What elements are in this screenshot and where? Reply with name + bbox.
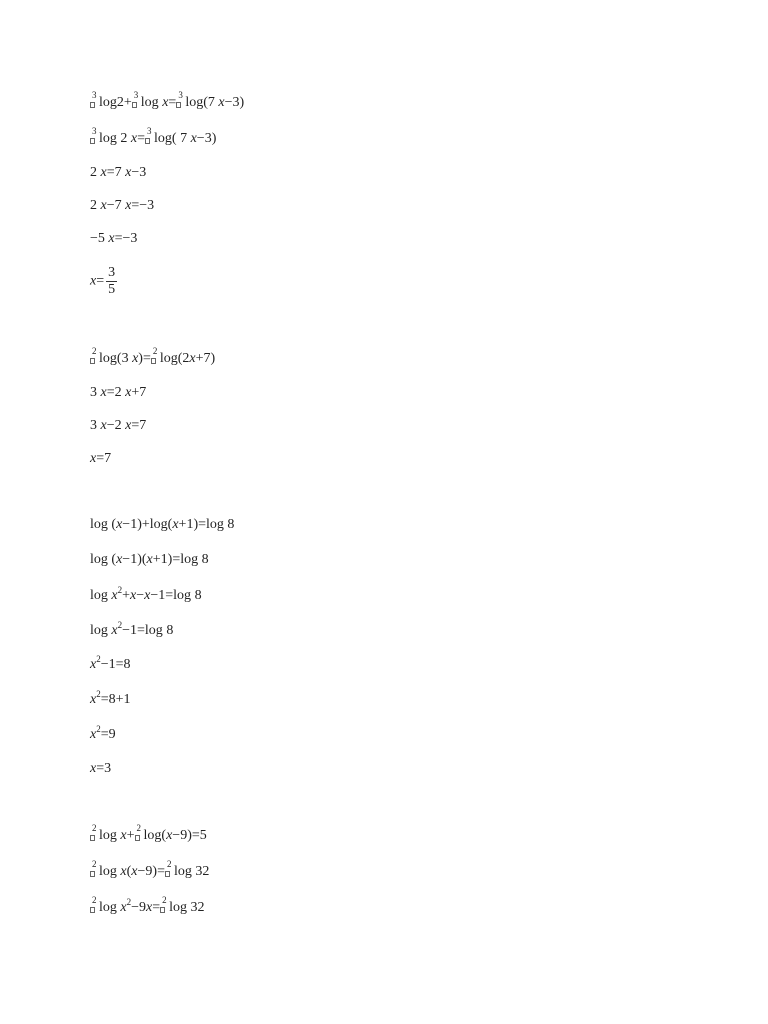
equation-line: 2 log x+ 2 log(x−9)=5 bbox=[92, 823, 207, 843]
placeholder-box-icon bbox=[90, 907, 95, 913]
equation-line: 3 x−2 x=7 bbox=[90, 418, 147, 433]
equation-line: log (x−1)(x+1)=log 8 bbox=[90, 552, 209, 567]
placeholder-box-icon bbox=[90, 102, 95, 108]
equation-line: 2 x−7 x=−3 bbox=[90, 198, 155, 213]
equation-line: 2 log(3 x)= 2 log(2x+7) bbox=[92, 346, 216, 366]
equation-line: 3 x=2 x+7 bbox=[90, 385, 147, 400]
placeholder-box-icon bbox=[165, 871, 170, 877]
log-base-prefix: 2 bbox=[90, 864, 98, 878]
equation-line: 3 log2+ 3 log x= 3 log(7 x−3) bbox=[92, 90, 245, 110]
placeholder-box-icon bbox=[90, 138, 95, 144]
placeholder-box-icon bbox=[135, 835, 140, 841]
log-base-prefix: 2 bbox=[90, 900, 98, 914]
placeholder-box-icon bbox=[160, 907, 165, 913]
log-base-prefix: 3 bbox=[176, 95, 184, 109]
equation-line: x= $\frac{3}{5}$ bbox=[90, 265, 116, 297]
equation-line: x=7 bbox=[90, 451, 112, 466]
log-base-prefix: 3 bbox=[145, 131, 153, 145]
equation-line: $x^2=9$ bbox=[90, 724, 116, 742]
equation-line: $\log x^2+x-x-1=\log$ 8 bbox=[90, 585, 202, 603]
equation-line: x=3 bbox=[90, 761, 112, 776]
log-base-prefix: 2 bbox=[160, 900, 168, 914]
log-base-prefix: 2 bbox=[90, 351, 98, 365]
equation-line: 3 log 2 x= 3 log( 7 x−3) bbox=[92, 126, 217, 146]
equation-line: −5 x=−3 bbox=[90, 231, 138, 246]
placeholder-box-icon bbox=[132, 102, 137, 108]
placeholder-box-icon bbox=[90, 358, 95, 364]
equation-line: $x^2-1=8$ bbox=[90, 654, 131, 672]
log-base-prefix: 3 bbox=[90, 95, 98, 109]
placeholder-box-icon bbox=[90, 835, 95, 841]
log-base-prefix: 3 bbox=[132, 95, 140, 109]
log-base-prefix: 3 bbox=[90, 131, 98, 145]
log-base-prefix: 2 bbox=[90, 828, 98, 842]
equation-line: 2 log x(x−9)= 2 log 32 bbox=[92, 859, 210, 879]
log-base-prefix: 2 bbox=[165, 864, 173, 878]
equation-line: log (x−1)+log(x+1)=log 8 bbox=[90, 517, 235, 532]
placeholder-box-icon bbox=[151, 358, 156, 364]
placeholder-box-icon bbox=[176, 102, 181, 108]
equation-line: $x^2=8+1$ bbox=[90, 689, 131, 707]
placeholder-box-icon bbox=[145, 138, 150, 144]
log-base-prefix: 2 bbox=[151, 351, 159, 365]
log-base-prefix: 2 bbox=[135, 828, 143, 842]
equation-line: $\log x^2-1=\log$ 8 bbox=[90, 620, 174, 638]
placeholder-box-icon bbox=[90, 871, 95, 877]
equation-line: 2 $\log x^2-9x=$ 2 log 32 bbox=[92, 895, 205, 915]
fraction: $\frac{3}{5}$ bbox=[108, 265, 116, 297]
equation-line: 2 x=7 x−3 bbox=[90, 165, 147, 180]
